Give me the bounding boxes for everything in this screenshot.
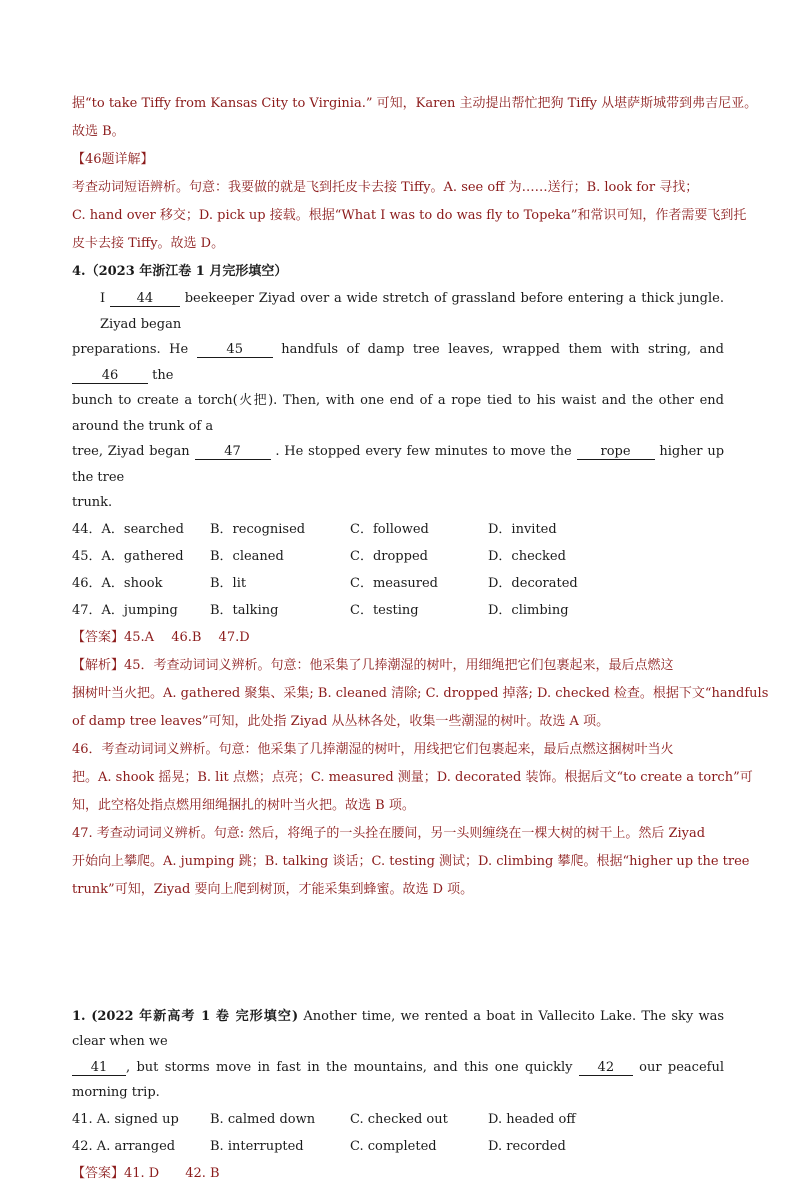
q4-text: tree, Ziyad began [72, 444, 195, 459]
document-page [72, 90, 769, 1188]
option: D．decorated [488, 575, 578, 591]
options-42 [72, 1133, 724, 1160]
options-41 [72, 1106, 724, 1133]
blank-41: 41 [72, 1060, 126, 1076]
options-46 [72, 570, 724, 597]
q1-title: 1. (2022 年新高考 1 卷 完形填空) [72, 1008, 299, 1024]
option: C. completed [350, 1138, 437, 1154]
option: 44．A．searched [72, 521, 184, 537]
q4-analysis-2: 捆树叶当火把。A. gathered 聚集、采集; B. cleaned 清除; C. dropped 掉落; D. checked 检查。根据下文“handfuls [72, 685, 769, 701]
q4-text: preparations. He [72, 342, 197, 357]
option: B．recognised [210, 521, 306, 537]
option: C．followed [350, 521, 429, 537]
options-47 [72, 597, 724, 624]
option: 42. A. arranged [72, 1138, 176, 1154]
q1-passage [72, 1004, 724, 1106]
q4-analysis-6: 知，此空格处指点燃用细绳捆扎的树叶当火把。故选 B 项。 [72, 797, 415, 813]
q1-text: , but storms move in fast in the mountains, and this one quickly [126, 1059, 579, 1075]
q4-analysis-3: of damp tree leaves”可知，此处指 Ziyad 从丛林各处，收集一些潮湿的树叶。故选 A 项。 [72, 713, 610, 729]
heading-46: 【46题详解】 [72, 152, 154, 167]
q4-analysis-1: 【解析】45．考查动词词义辨析。句意：他采集了几捧潮湿的树叶，用细绳把它们包裹起来，最后点燃这 [72, 657, 674, 673]
detail-46-line-1: 考查动词短语辨析。句意：我要做的就是飞到托皮卡去接 Tiffy。A. see off 为……送行；B. look for 寻找； [72, 180, 699, 195]
top-line-2: 故选 B。 [72, 124, 125, 139]
option: 47．A．jumping [72, 602, 178, 618]
q4-text: trunk. [72, 495, 113, 510]
option: 46．A．shook [72, 575, 163, 591]
q4-text: bunch to create a torch(火把). Then, with one end of a rope tied to his waist and the other end around the trunk of a [72, 393, 724, 434]
q4-title: 4.（2023 年浙江卷 1 月完形填空） [72, 264, 288, 279]
q4-text: beekeeper Ziyad over a wide stretch of grassland before entering a thick jungle. Ziyad began [100, 291, 724, 332]
q4-text: I [100, 291, 110, 306]
options-45 [72, 543, 724, 570]
q4-answer: 【答案】45.A 46.B 47.D [72, 629, 250, 645]
blank-45: 45 [197, 342, 273, 358]
q4-passage [72, 286, 724, 516]
q1-text: our peaceful morning trip. [72, 1059, 724, 1100]
options-44 [72, 516, 724, 543]
q4-analysis-5: 把。A. shook 摇晃；B. lit 点燃；点亮；C. measured 测量；D. decorated 装饰。根据后文“to create a torch”可 [72, 769, 753, 785]
option: C．measured [350, 575, 438, 591]
blank-rope: rope [577, 444, 655, 460]
q1-answer: 【答案】41. D 42. B [72, 1165, 220, 1181]
option: D．checked [488, 548, 566, 564]
option: 41. A. signed up [72, 1111, 179, 1127]
option: B．lit [210, 575, 247, 591]
option: B．cleaned [210, 548, 284, 564]
q4-analysis-4: 46．考查动词词义辨析。句意：他采集了几捧潮湿的树叶，用线把它们包裹起来，最后点燃这捆树叶当火 [72, 741, 674, 757]
q4-analysis-8: 开始向上攀爬。A. jumping 跳；B. talking 谈话；C. testing 测试；D. climbing 攀爬。根据“higher up the tree [72, 853, 750, 869]
option: C. checked out [350, 1111, 448, 1127]
q4-text: handfuls of damp tree leaves, wrapped them with string, and [272, 342, 724, 357]
option: D. headed off [488, 1111, 576, 1127]
option: D．invited [488, 521, 557, 537]
detail-46-line-2: C. hand over 移交；D. pick up 接载。根据“What I was to do was fly to Topeka”和常识可知，作者需要飞到托 [72, 208, 747, 223]
page-gap [72, 904, 724, 1004]
q4-text: the [148, 367, 174, 383]
option: 45．A．gathered [72, 548, 184, 564]
top-line-1: 据“to take Tiffy from Kansas City to Virginia.” 可知，Karen 主动提出帮忙把狗 Tiffy 从堪萨斯城带到弗吉尼亚。 [72, 96, 758, 111]
detail-46-line-3: 皮卡去接 Tiffy。故选 D。 [72, 236, 225, 251]
option: D. recorded [488, 1138, 566, 1154]
q1-text: Another time, we rented a boat in Vallecito Lake. The sky was clear when we [72, 1008, 725, 1049]
option: B. interrupted [210, 1138, 304, 1154]
blank-42: 42 [579, 1060, 633, 1076]
q4-text: higher up the tree [72, 444, 725, 485]
option: B．talking [210, 602, 279, 618]
option: D．climbing [488, 602, 569, 618]
q4-text: . He stopped every few minutes to move the [270, 444, 577, 459]
option: C．testing [350, 602, 419, 618]
q4-analysis-7: 47. 考查动词词义辨析。句意: 然后，将绳子的一头拴在腰间，另一头则缠绕在一棵大树的树干上。然后 Ziyad [72, 825, 706, 841]
blank-44: 44 [110, 291, 180, 307]
option: B. calmed down [210, 1111, 316, 1127]
option: C．dropped [350, 548, 428, 564]
q4-analysis-9: trunk”可知，Ziyad 要向上爬到树顶，才能采集到蜂蜜。故选 D 项。 [72, 881, 474, 897]
blank-47: 47 [195, 444, 271, 460]
blank-46: 46 [72, 368, 148, 384]
